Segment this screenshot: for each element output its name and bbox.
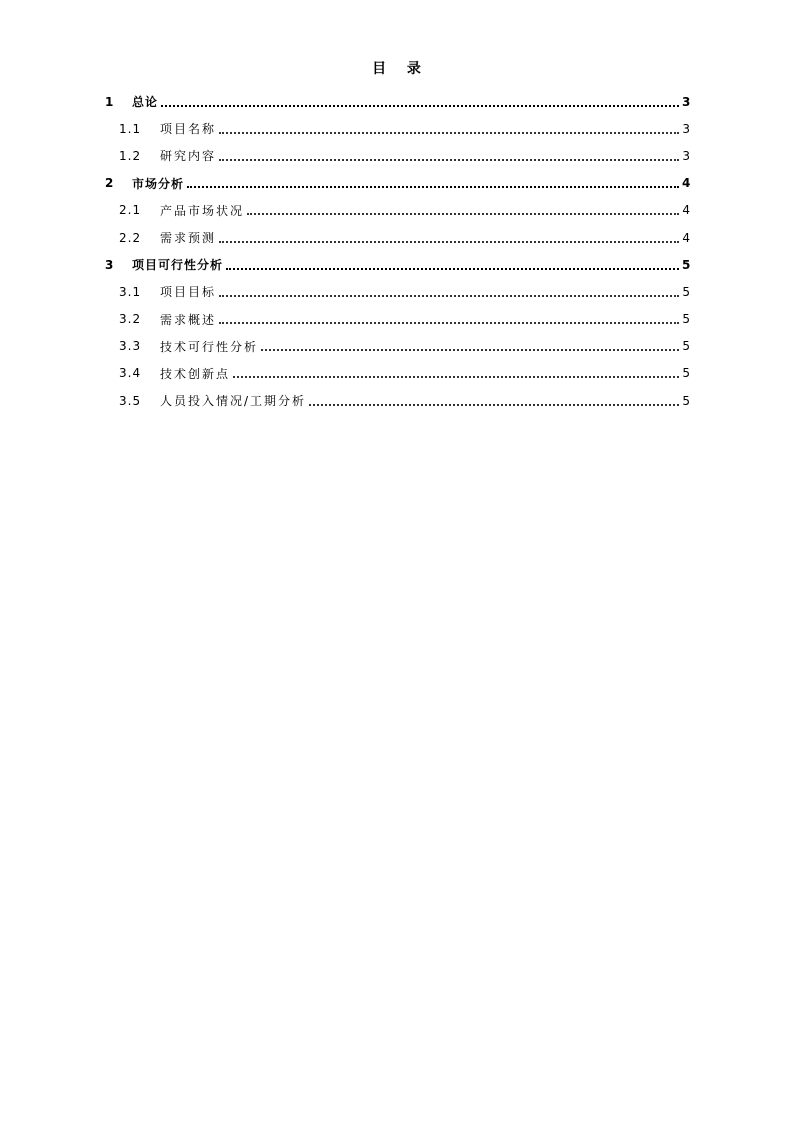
- toc-dot-leader: [226, 256, 679, 270]
- toc-entry-3[interactable]: [105, 251, 690, 278]
- toc-dot-leader: [261, 337, 679, 351]
- toc-entry-number: 3.5: [119, 393, 142, 408]
- toc-entry-number: 3: [105, 257, 114, 272]
- toc-dot-leader: [219, 283, 679, 297]
- toc-entry-number: 3.2: [119, 312, 142, 327]
- toc-entry-page: 4: [682, 203, 690, 218]
- toc-entry-page: 3: [682, 121, 690, 136]
- toc-entry-text: 人员投入情况/工期分析: [160, 394, 307, 409]
- toc-entry-number: 1.2: [119, 148, 142, 163]
- toc-entry-1-1[interactable]: [105, 115, 690, 142]
- toc-entry-text: 项目名称: [160, 122, 217, 137]
- toc-entry-page: 5: [682, 393, 690, 408]
- toc-entry-2-2[interactable]: [105, 224, 690, 251]
- toc-entry-1[interactable]: [105, 88, 690, 115]
- toc-entry-number: 3.3: [119, 339, 142, 354]
- toc-entry-page: 5: [682, 257, 691, 272]
- toc-entry-page: 3: [682, 94, 691, 109]
- toc-dot-leader: [219, 310, 679, 324]
- toc-entry-3-3[interactable]: [105, 333, 690, 360]
- toc-dot-leader: [309, 392, 679, 406]
- toc-dot-leader: [233, 364, 679, 378]
- toc-entry-number: 3.1: [119, 284, 142, 299]
- toc-entry-number: 2.1: [119, 203, 142, 218]
- toc-entry-3-5[interactable]: [105, 387, 690, 414]
- toc-entry-text: 需求概述: [160, 312, 217, 327]
- toc-entry-page: 5: [682, 339, 690, 354]
- toc-entry-number: 1: [105, 94, 114, 109]
- toc-entry-number: 1.1: [119, 121, 142, 136]
- toc-entry-number: 2.2: [119, 230, 142, 245]
- toc-entry-text: 项目可行性分析: [132, 258, 224, 273]
- toc-dot-leader: [219, 120, 679, 134]
- toc-entry-3-4[interactable]: [105, 360, 690, 387]
- toc-entry-2-1[interactable]: [105, 197, 690, 224]
- toc-entry-text: 市场分析: [132, 176, 185, 191]
- toc-entry-text: 总论: [132, 95, 159, 110]
- toc-list: [105, 88, 690, 414]
- toc-entry-page: 3: [682, 148, 690, 163]
- toc-entry-text: 需求预测: [160, 231, 217, 246]
- toc-dot-leader: [247, 201, 679, 215]
- toc-entry-2[interactable]: [105, 170, 690, 197]
- toc-dot-leader: [187, 174, 679, 188]
- toc-entry-number: 3.4: [119, 366, 142, 381]
- toc-dot-leader: [219, 147, 679, 161]
- toc-dot-leader: [219, 229, 679, 243]
- toc-entry-page: 5: [682, 366, 690, 381]
- toc-entry-page: 4: [682, 230, 690, 245]
- toc-entry-text: 项目目标: [160, 285, 217, 300]
- toc-entry-text: 技术创新点: [160, 366, 231, 381]
- toc-entry-text: 技术可行性分析: [160, 339, 259, 354]
- toc-entry-page: 4: [682, 176, 691, 191]
- toc-entry-page: 5: [682, 312, 690, 327]
- toc-dot-leader: [161, 93, 679, 107]
- toc-title: 目 录: [372, 61, 429, 77]
- toc-entry-3-1[interactable]: [105, 278, 690, 305]
- toc-entry-text: 研究内容: [160, 149, 217, 164]
- toc-entry-number: 2: [105, 176, 114, 191]
- toc-entry-page: 5: [682, 284, 690, 299]
- toc-entry-1-2[interactable]: [105, 142, 690, 169]
- toc-entry-3-2[interactable]: [105, 306, 690, 333]
- toc-entry-text: 产品市场状况: [160, 203, 245, 218]
